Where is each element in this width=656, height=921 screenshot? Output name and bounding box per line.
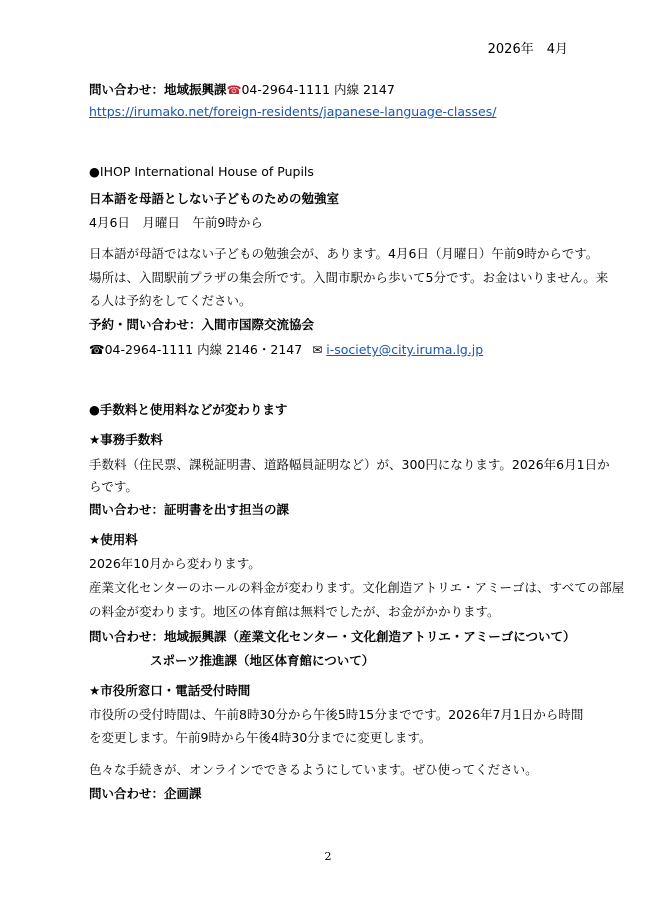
ihop-body-line3: る人は予約をしてください。 — [89, 293, 252, 308]
office-fee-title: ★事務手数料 — [89, 432, 163, 447]
hours-line1: 市役所の受付時間は、午前8時30分から午後5時15分までです。2026年7月1日から時間 — [89, 707, 584, 722]
office-fee-contact: 問い合わせ：証明書を出す担当の課 — [89, 502, 290, 517]
usage-fee-contact2: スポーツ推進課（地区体育館について） — [150, 653, 375, 668]
phone-icon: ☎ — [226, 83, 242, 97]
usage-fee-line2: 産業文化センターのホールの料金が変わります。文化創造アトリエ・アミーゴは、すべての部屋 — [89, 580, 625, 595]
intro-phone: 04-2964-1111 内線 2147 — [241, 82, 395, 97]
ihop-phone: 04-2964-1111 内線 2146・2147 — [104, 342, 303, 357]
ihop-email-link[interactable]: i-society@city.iruma.lg.jp — [326, 342, 484, 357]
usage-fee-title: ★使用料 — [89, 532, 138, 547]
hours-line3: 色々な手続きが、オンラインでできるようにしています。ぜひ使ってください。 — [89, 762, 538, 777]
ihop-contact-details — [89, 340, 483, 358]
ihop-contact: 予約・問い合わせ：入間市国際交流協会 — [89, 317, 315, 332]
fees-title: ●手数料と使用料などが変わります — [89, 402, 288, 417]
ihop-body-line2: 場所は、入間駅前プラザの集会所です。入間市駅から歩いて5分です。お金はいりません。来 — [89, 270, 609, 285]
office-fee-line2: らです。 — [89, 479, 138, 494]
usage-fee-line1: 2026年10月から変わります。 — [89, 556, 261, 571]
ihop-schedule: 4月6日 月曜日 午前9時から — [89, 215, 263, 230]
usage-fee-contact1: 問い合わせ：地域振興課（産業文化センター・文化創造アトリエ・アミーゴについて） — [89, 629, 576, 644]
intro-contact-label: 問い合わせ：地域振興課 — [89, 82, 227, 97]
hours-line2: を変更します。午前9時から午後4時30分までに変更します。 — [89, 730, 432, 745]
mail-icon: ✉ — [312, 343, 323, 357]
hours-contact: 問い合わせ：企画課 — [89, 786, 202, 801]
usage-fee-line3: の料金が変わります。地区の体育館は無料でしたが、お金がかかります。 — [89, 604, 500, 619]
phone-icon: ☎ — [89, 342, 105, 357]
ihop-title: ●IHOP International House of Pupils — [89, 164, 314, 179]
page-number: 2 — [324, 850, 332, 863]
ihop-subtitle: 日本語を母語としない子どものための勉強室 — [89, 191, 340, 206]
ihop-body-line1: 日本語が母語ではない子どもの勉強会が、あります。4月6日（月曜日）午前9時からです。 — [89, 246, 599, 261]
issue-date: 2026年 4月 — [487, 42, 568, 57]
office-fee-line1: 手数料（住民票、課税証明書、道路幅員証明など）が、300円になります。2026年6月1日か — [89, 457, 610, 472]
intro-link[interactable]: https://irumako.net/foreign-residents/japanese-language-classes/ — [89, 104, 497, 119]
intro-contact — [89, 80, 395, 98]
hours-title: ★市役所窓口・電話受付時間 — [89, 683, 251, 698]
